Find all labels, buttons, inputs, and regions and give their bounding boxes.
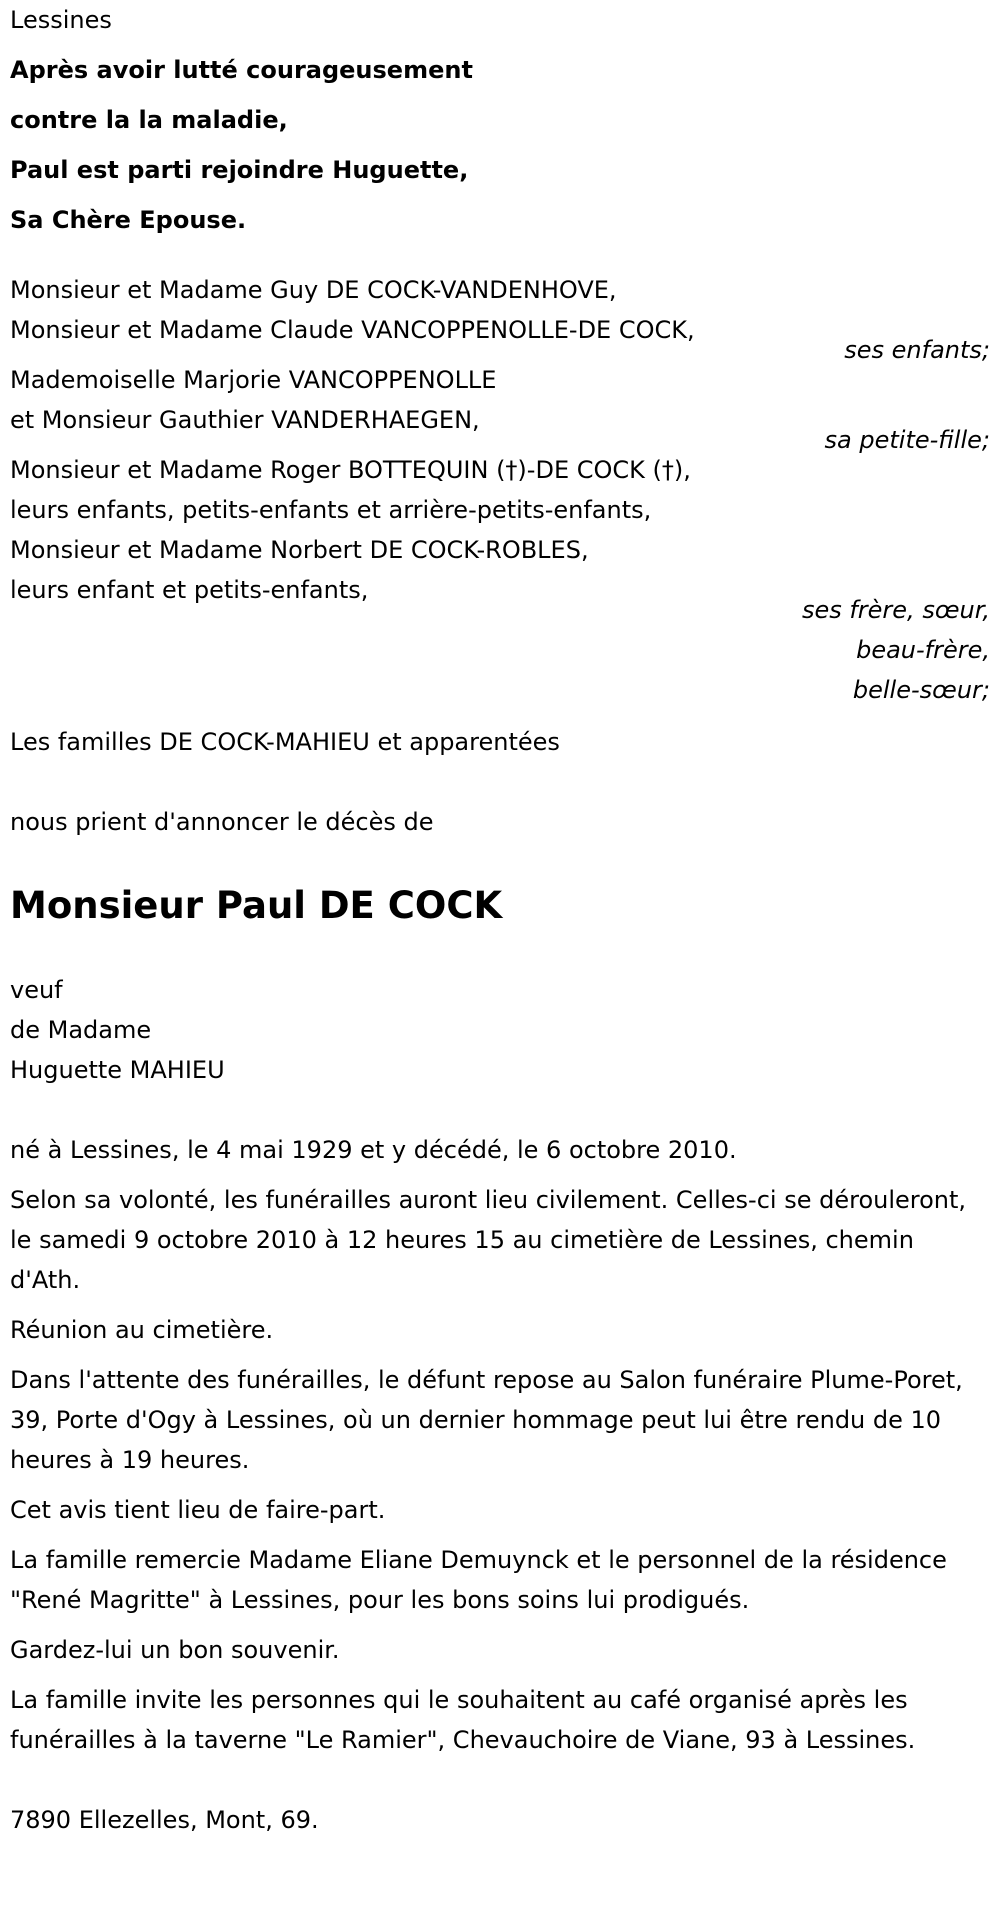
spouse-line: Huguette MAHIEU — [10, 1056, 225, 1084]
family-line: Monsieur et Madame Norbert DE COCK-ROBLES, — [10, 536, 589, 564]
intro-line: Sa Chère Epouse. — [10, 206, 247, 234]
details-block — [10, 1130, 990, 1760]
family-line: Monsieur et Madame Claude VANCOPPENOLLE-DE COCK, — [10, 316, 695, 344]
spouse-line: de Madame — [10, 1016, 152, 1044]
paragraph: Réunion au cimetière. — [10, 1316, 274, 1344]
spouse-line: veuf — [10, 976, 63, 1004]
paragraph: Selon sa volonté, les funérailles auront lieu civilement. Celles-ci se dérouleront, le samedi 9 octobre 2010 à 12 heures 15 au cimetière de Lessines, chemin d'Ath. — [10, 1186, 967, 1294]
paragraph: Cet avis tient lieu de faire-part. — [10, 1496, 386, 1524]
intro-line: Paul est parti rejoindre Huguette, — [10, 156, 469, 184]
family-line: Monsieur et Madame Roger BOTTEQUIN (†)-DE COCK (†), — [10, 456, 691, 484]
family-group-granddaughter — [10, 360, 990, 460]
intro-block — [10, 50, 990, 240]
paragraph: Gardez-lui un bon souvenir. — [10, 1636, 340, 1664]
address: 7890 Ellezelles, Mont, 69. — [10, 1806, 319, 1834]
relation-label: beau-frère, — [856, 636, 990, 664]
paragraph: La famille remercie Madame Eliane Demuynck et le personnel de la résidence "René Magritte" à Lessines, pour les bons soins lui prodigués. — [10, 1546, 947, 1614]
location: Lessines — [10, 6, 112, 34]
paragraph: La famille invite les personnes qui le souhaitent au café organisé après les funérailles à la taverne "Le Ramier", Chevauchoire de Viane, 93 à Lessines. — [10, 1686, 916, 1754]
relation-label: ses enfants; — [844, 336, 990, 364]
family-group-children — [10, 270, 990, 370]
families-line: Les familles DE COCK-MAHIEU et apparentées — [10, 728, 560, 756]
paragraph: Dans l'attente des funérailles, le défunt repose au Salon funéraire Plume-Poret, 39, Porte d'Ogy à Lessines, où un dernier hommage peut lui être rendu de 10 heures à 19 heures. — [10, 1366, 963, 1474]
family-group-siblings — [10, 450, 990, 710]
intro-line: contre la la maladie, — [10, 106, 288, 134]
relation-label: belle-sœur; — [852, 676, 990, 704]
family-line: Mademoiselle Marjorie VANCOPPENOLLE — [10, 366, 497, 394]
family-line: leurs enfant et petits-enfants, — [10, 576, 369, 604]
family-line: et Monsieur Gauthier VANDERHAEGEN, — [10, 406, 480, 434]
intro-line: Après avoir lutté courageusement — [10, 56, 473, 84]
relation-label: sa petite-fille; — [824, 426, 990, 454]
relation-label: ses frère, sœur, — [801, 596, 990, 624]
announce-line: nous prient d'annoncer le décès de — [10, 808, 434, 836]
deceased-name: Monsieur Paul DE COCK — [10, 884, 503, 927]
paragraph: né à Lessines, le 4 mai 1929 et y décédé, le 6 octobre 2010. — [10, 1136, 737, 1164]
family-line: leurs enfants, petits-enfants et arrière-petits-enfants, — [10, 496, 652, 524]
spouse-block — [10, 970, 990, 1090]
family-line: Monsieur et Madame Guy DE COCK-VANDENHOVE, — [10, 276, 617, 304]
